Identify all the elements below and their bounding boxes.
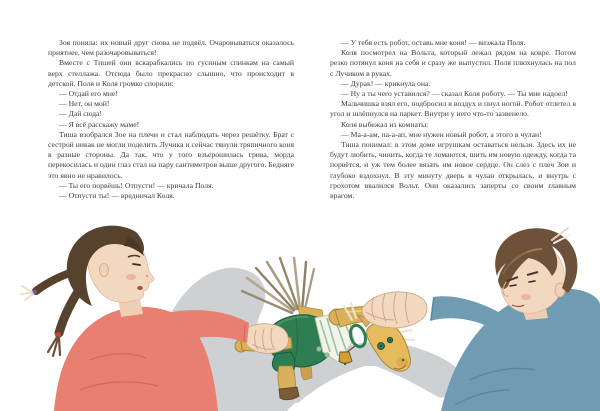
paragraph: Коля выбежал из комнаты: xyxy=(341,119,429,129)
dialogue-line: — Дурак! — крикнула она. xyxy=(341,78,431,88)
horse-nostril xyxy=(402,359,405,362)
paragraph: Мальчишка взял его, подбросил в воздух и пнул ногой. Робот отлетел в угол и шлёпнулся на паркет. Внутри у него что-то зазвенело. xyxy=(330,99,576,119)
girl-blush xyxy=(126,274,136,280)
horse-hoof xyxy=(279,387,299,400)
dialogue-line: — Отпусти ты! — вредничал Коля. xyxy=(59,191,175,201)
girl-ear xyxy=(100,264,109,277)
girl-mouth xyxy=(137,286,143,290)
dialogue-line: — Ну а ты чего уставился? — сказал Коля роботу. — Ты мне надоел! xyxy=(341,89,568,99)
dialogue-line: — У тебя есть робот, оставь мне коня! — визжала Поля. xyxy=(341,38,526,47)
dialogue-line: — Ты его порвёшь! Отпусти! — кричала Поля. xyxy=(59,180,214,190)
girl-nostril xyxy=(146,275,148,277)
paragraph: Вместе с Тишей они вскарабкались по гусиным спинкам на самый верх стеллажа. Отсюда было прекрасно слышно, что происходит в детской. Поля и Коля громко спорили: xyxy=(48,58,294,88)
dialogue-line: — Я всё расскажу маме! xyxy=(59,119,140,129)
boy-nostril xyxy=(506,295,508,297)
paragraph: Зоя поняла: их новый друг снова не подвёл. Очаровываться оказалось приятнее, чем разочаровываться! xyxy=(48,38,294,58)
paragraph: Тиша взобрался Зое на плечи и стал наблюдать через решётку. Брат с сестрой никак не могли поделить Лучика и сейчас тянули тряпичного коня в разные стороны. Да так, что у того взъерошилась грива, морда перекосилась и один глаз стал на пару сантиметров выше другого. Бедняге это явно не нравилось. xyxy=(48,129,294,180)
boy-eye-left xyxy=(510,285,516,286)
dialogue-line: — Отдай его мне! xyxy=(59,89,118,99)
dialogue-line: — Дай сюда! xyxy=(59,109,102,119)
boy-eye-right xyxy=(529,281,535,282)
paragraph: Тиша понимал: в этом доме игрушкам оставаться нельзя. Здесь их не будут любить, чинить, когда те ломаются, шить им новую одежду, когда та порвётся, и уж тем более вязать им новое сердце. Он слез с плеч Зои и глубоко вздохнул. В эту минуту дверь в чулан открылась, и внутрь с грохотом ввалился Вольт. Они оказались заперты со своим главным врагом. xyxy=(330,140,576,201)
girl-eye xyxy=(133,264,140,265)
dialogue-line: — Нет, он мой! xyxy=(59,99,110,109)
dialogue-line: — Ма-а-ам, па-а-ап, мне нужен новый робот, а этого в чулан! xyxy=(341,129,542,139)
boy-blush xyxy=(521,294,531,300)
paragraph: Коля посмотрел на Вольта, который лежал рядом на ковре. Потом резко потянул коня на себя и сразу же выпустил. Поля плюхнулась на пол с Лучиком в руках. xyxy=(330,48,576,78)
